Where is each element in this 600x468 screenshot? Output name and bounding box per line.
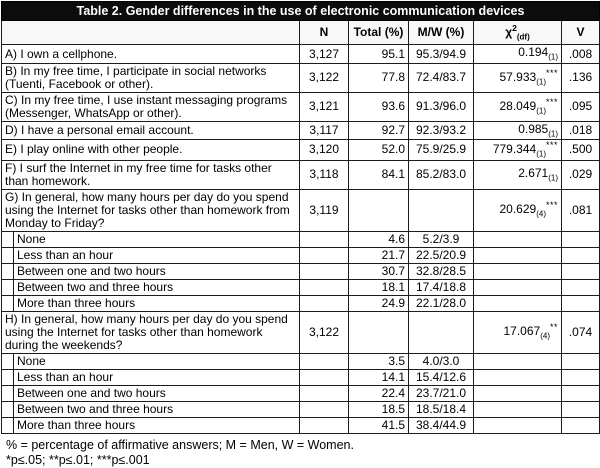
option-row — [2, 401, 600, 417]
n-cell — [300, 231, 349, 247]
chi-squared-cell — [474, 353, 562, 369]
n-cell: 3,127 — [300, 45, 349, 63]
chi-squared-cell — [474, 160, 562, 189]
option-label-cell: Between two and three hours — [14, 401, 300, 417]
question-label-cell: D) I have a personal email account. — [2, 121, 300, 139]
cramers-v-cell: .029 — [562, 160, 600, 189]
n-cell: 3,122 — [300, 63, 349, 92]
significance-stars: *** — [545, 200, 558, 211]
question-row — [2, 160, 600, 189]
cramers-v-cell — [562, 369, 600, 385]
cramers-v-cell: .074 — [562, 311, 600, 353]
chi-squared-cell — [474, 45, 562, 63]
footnote-abbreviations: % = percentage of affirmative answers; M = Men, W = Women. — [6, 437, 354, 452]
men-women-percent-cell: 85.2/83.0 — [409, 160, 474, 189]
total-percent-cell: 4.6 — [349, 231, 409, 247]
question-row — [2, 63, 600, 92]
question-label-cell: H) In general, how many hours per day do you spend using the Internet for tasks other than homework during the weekends? — [2, 311, 300, 353]
n-cell: 3,118 — [300, 160, 349, 189]
cramers-v-cell — [562, 385, 600, 401]
n-cell: 3,120 — [300, 140, 349, 160]
n-cell: 3,121 — [300, 92, 349, 121]
chi-df-subscript: (df) — [516, 32, 530, 42]
question-label-cell: G) In general, how many hours per day do you spend using the Internet for tasks other than homework from Monday to Friday? — [2, 189, 300, 231]
total-percent-cell: 3.5 — [349, 353, 409, 369]
chi-squared-cell — [474, 189, 562, 231]
men-women-percent-cell: 91.3/96.0 — [409, 92, 474, 121]
total-percent-cell: 41.5 — [349, 417, 409, 433]
men-women-percent-cell: 15.4/12.6 — [409, 369, 474, 385]
chi-squared-value: 17.067 — [503, 324, 541, 339]
significance-stars: ** — [549, 322, 558, 333]
men-women-percent-cell: 5.2/3.9 — [409, 231, 474, 247]
chi-squared-cell — [474, 231, 562, 247]
option-label-cell: None — [14, 353, 300, 369]
question-row — [2, 140, 600, 160]
indent-spacer-cell — [2, 231, 14, 247]
indent-spacer-cell — [2, 369, 14, 385]
chi-squared-cell — [474, 92, 562, 121]
n-cell: 3,117 — [300, 121, 349, 139]
cramers-v-cell: .500 — [562, 140, 600, 160]
chi-squared-value: 0.985 — [518, 121, 549, 136]
men-women-percent-cell: 18.5/18.4 — [409, 401, 474, 417]
option-row — [2, 231, 600, 247]
cramers-v-cell — [562, 263, 600, 279]
question-label-cell: F) I surf the Internet in my free time for tasks other than homework. — [2, 160, 300, 189]
chi-squared-cell — [474, 311, 562, 353]
n-cell — [300, 385, 349, 401]
gender-differences-table — [1, 1, 600, 434]
question-row — [2, 189, 600, 231]
men-women-percent-cell: 95.3/94.9 — [409, 45, 474, 63]
cramers-v-cell — [562, 401, 600, 417]
degrees-of-freedom: (1) — [536, 106, 546, 116]
indent-spacer-cell — [2, 417, 14, 433]
total-percent-cell: 92.7 — [349, 121, 409, 139]
n-cell — [300, 263, 349, 279]
degrees-of-freedom: (1) — [548, 52, 558, 62]
total-percent-cell — [349, 189, 409, 231]
option-label-cell: Less than an hour — [14, 247, 300, 263]
col-header-total: Total (%) — [349, 21, 409, 45]
chi-squared-value: 57.933 — [499, 70, 537, 85]
men-women-percent-cell — [409, 189, 474, 231]
question-row — [2, 45, 600, 63]
table-title-row — [2, 2, 600, 21]
chi-squared-cell — [474, 63, 562, 92]
men-women-percent-cell: 22.1/28.0 — [409, 295, 474, 311]
option-label-cell: More than three hours — [14, 417, 300, 433]
option-label-cell: Less than an hour — [14, 369, 300, 385]
cramers-v-cell — [562, 247, 600, 263]
men-women-percent-cell: 72.4/83.7 — [409, 63, 474, 92]
n-cell — [300, 295, 349, 311]
chi-squared-value: 20.629 — [499, 202, 537, 217]
men-women-percent-cell: 4.0/3.0 — [409, 353, 474, 369]
degrees-of-freedom: (4) — [540, 331, 550, 341]
col-header-mw: M/W (%) — [409, 21, 474, 45]
cramers-v-cell: .095 — [562, 92, 600, 121]
total-percent-cell: 30.7 — [349, 263, 409, 279]
chi-symbol: χ — [505, 25, 513, 39]
col-header-n: N — [300, 21, 349, 45]
cramers-v-cell: .081 — [562, 189, 600, 231]
total-percent-cell: 95.1 — [349, 45, 409, 63]
option-row — [2, 295, 600, 311]
col-header-chi-squared — [474, 21, 562, 45]
chi-squared-value: 0.194 — [518, 45, 549, 60]
indent-spacer-cell — [2, 401, 14, 417]
option-row — [2, 263, 600, 279]
chi-squared-cell — [474, 417, 562, 433]
indent-spacer-cell — [2, 247, 14, 263]
chi-squared-cell — [474, 279, 562, 295]
men-women-percent-cell: 32.8/28.5 — [409, 263, 474, 279]
degrees-of-freedom: (1) — [536, 77, 546, 87]
chi-exponent: 2 — [512, 23, 517, 33]
degrees-of-freedom: (4) — [536, 209, 546, 219]
question-label-cell: C) In my free time, I use instant messaging programs (Messenger, WhatsApp or other). — [2, 92, 300, 121]
total-percent-cell: 14.1 — [349, 369, 409, 385]
table-title: Table 2. Gender differences in the use of electronic communication devices — [2, 2, 600, 21]
question-row — [2, 311, 600, 353]
chi-squared-cell — [474, 385, 562, 401]
total-percent-cell: 18.1 — [349, 279, 409, 295]
option-row — [2, 353, 600, 369]
col-header-v: V — [562, 21, 600, 45]
indent-spacer-cell — [2, 385, 14, 401]
option-row — [2, 279, 600, 295]
indent-spacer-cell — [2, 353, 14, 369]
chi-squared-cell — [474, 295, 562, 311]
cramers-v-cell — [562, 353, 600, 369]
option-label-cell: None — [14, 231, 300, 247]
men-women-percent-cell: 75.9/25.9 — [409, 140, 474, 160]
total-percent-cell: 52.0 — [349, 140, 409, 160]
cramers-v-cell — [562, 295, 600, 311]
option-row — [2, 247, 600, 263]
cramers-v-cell — [562, 231, 600, 247]
total-percent-cell: 24.9 — [349, 295, 409, 311]
option-label-cell: Between one and two hours — [14, 385, 300, 401]
degrees-of-freedom: (1) — [548, 173, 558, 183]
n-cell — [300, 353, 349, 369]
men-women-percent-cell: 92.3/93.2 — [409, 121, 474, 139]
total-percent-cell: 84.1 — [349, 160, 409, 189]
total-percent-cell: 18.5 — [349, 401, 409, 417]
chi-squared-value: 28.049 — [499, 99, 537, 114]
total-percent-cell: 77.8 — [349, 63, 409, 92]
degrees-of-freedom: (1) — [536, 149, 546, 159]
cramers-v-cell: .008 — [562, 45, 600, 63]
n-cell: 3,119 — [300, 189, 349, 231]
total-percent-cell: 93.6 — [349, 92, 409, 121]
n-cell — [300, 401, 349, 417]
cramers-v-cell — [562, 279, 600, 295]
table-footnotes — [1, 434, 599, 468]
question-row — [2, 121, 600, 139]
indent-spacer-cell — [2, 263, 14, 279]
cramers-v-cell — [562, 417, 600, 433]
men-women-percent-cell — [409, 311, 474, 353]
question-row — [2, 92, 600, 121]
significance-stars: *** — [545, 140, 558, 151]
significance-stars: *** — [545, 68, 558, 79]
men-women-percent-cell: 38.4/44.9 — [409, 417, 474, 433]
table-header-row — [2, 21, 600, 45]
option-row — [2, 369, 600, 385]
chi-squared-cell — [474, 263, 562, 279]
chi-squared-value: 2.671 — [518, 165, 549, 180]
n-cell — [300, 369, 349, 385]
chi-squared-cell — [474, 369, 562, 385]
indent-spacer-cell — [2, 279, 14, 295]
men-women-percent-cell: 17.4/18.8 — [409, 279, 474, 295]
option-row — [2, 417, 600, 433]
cramers-v-cell: .136 — [562, 63, 600, 92]
total-percent-cell — [349, 311, 409, 353]
option-label-cell: Between one and two hours — [14, 263, 300, 279]
question-label-cell: E) I play online with other people. — [2, 140, 300, 160]
chi-squared-cell — [474, 140, 562, 160]
chi-squared-value: 779.344 — [492, 142, 537, 157]
option-row — [2, 385, 600, 401]
n-cell — [300, 279, 349, 295]
question-label-cell: B) In my free time, I participate in social networks (Tuenti, Facebook or other). — [2, 63, 300, 92]
men-women-percent-cell: 23.7/21.0 — [409, 385, 474, 401]
total-percent-cell: 21.7 — [349, 247, 409, 263]
option-label-cell: More than three hours — [14, 295, 300, 311]
degrees-of-freedom: (1) — [548, 129, 558, 139]
col-header-item — [2, 21, 300, 45]
total-percent-cell: 22.4 — [349, 385, 409, 401]
option-label-cell: Between two and three hours — [14, 279, 300, 295]
footnote-significance: *p≤.05; **p≤.01; ***p≤.001 — [6, 452, 150, 467]
men-women-percent-cell: 22.5/20.9 — [409, 247, 474, 263]
cramers-v-cell: .018 — [562, 121, 600, 139]
question-label-cell: A) I own a cellphone. — [2, 45, 300, 63]
significance-stars: *** — [545, 97, 558, 108]
chi-squared-cell — [474, 401, 562, 417]
indent-spacer-cell — [2, 295, 14, 311]
n-cell — [300, 417, 349, 433]
n-cell: 3,122 — [300, 311, 349, 353]
chi-squared-cell — [474, 121, 562, 139]
n-cell — [300, 247, 349, 263]
table-body — [2, 45, 600, 433]
chi-squared-cell — [474, 247, 562, 263]
